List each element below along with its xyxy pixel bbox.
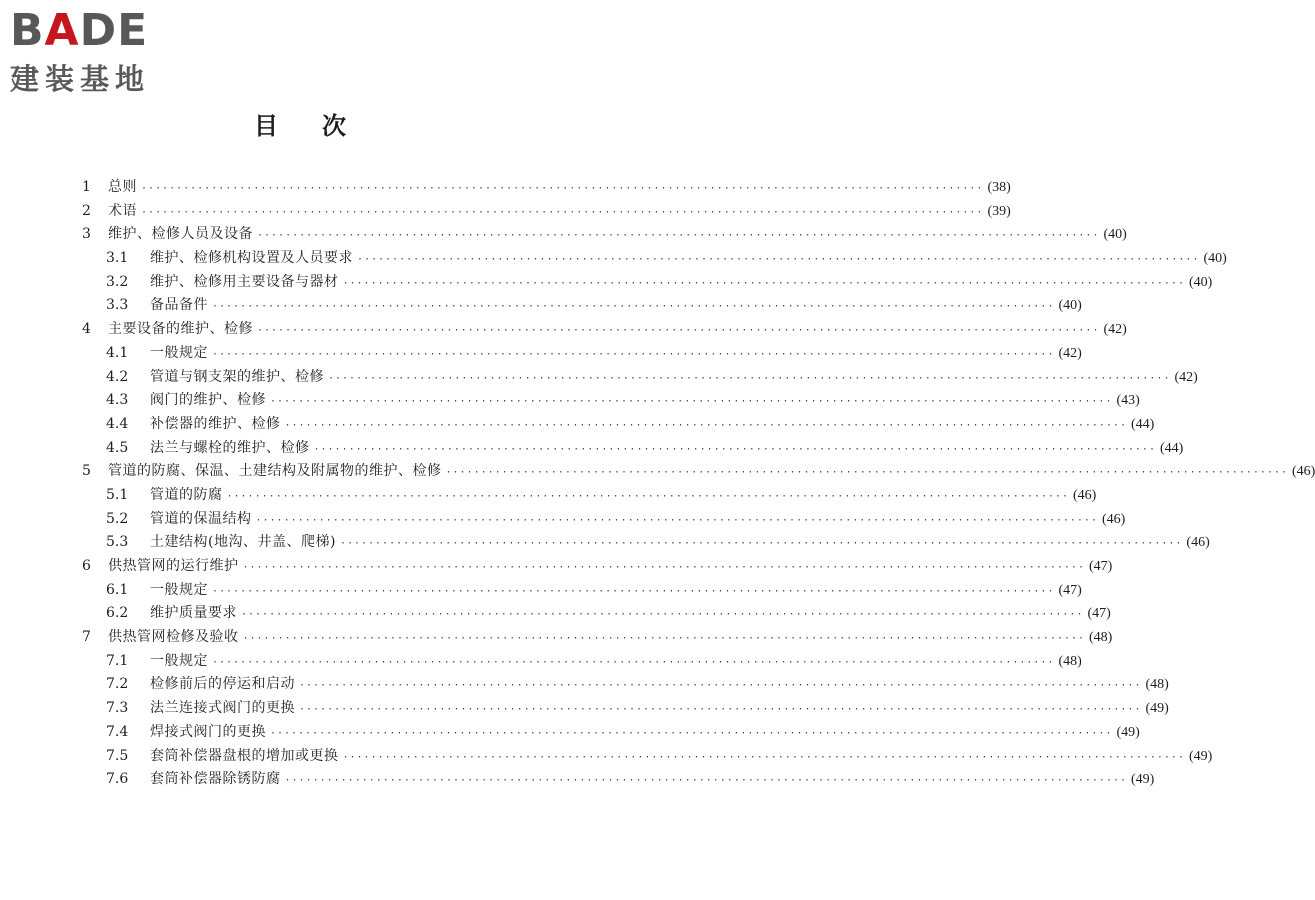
toc-section-entry bbox=[82, 508, 1126, 532]
toc-entry-title: 管道的保温结构 bbox=[150, 510, 252, 527]
toc-entry-number: 1 bbox=[82, 179, 91, 195]
toc-chapter-entry bbox=[82, 223, 1127, 247]
brand-wordmark-accent: A bbox=[44, 5, 80, 56]
dot-leader: ························································································································ bbox=[212, 348, 1055, 360]
dot-leader: ························································································································ bbox=[242, 562, 1085, 573]
toc-entry-title: 供热管网的运行维护 bbox=[108, 558, 239, 574]
toc-entry-page: (49) bbox=[1116, 724, 1140, 740]
dot-leader: ························································································································ bbox=[242, 633, 1085, 645]
toc-entry-title: 管道的防腐 bbox=[150, 486, 223, 503]
toc-entry-number: 7 bbox=[82, 629, 91, 646]
toc-entry-page: (48) bbox=[1088, 630, 1113, 646]
toc-entry-page: (38) bbox=[987, 180, 1011, 195]
toc-entry-number: 3.3 bbox=[106, 297, 129, 314]
dot-leader: ························································································································ bbox=[445, 467, 1288, 479]
dot-leader: ························································································································ bbox=[339, 538, 1183, 550]
dot-leader: ························································································································ bbox=[141, 206, 984, 218]
toc-entry-page: (48) bbox=[1145, 677, 1169, 693]
toc-section-entry bbox=[82, 602, 1111, 626]
dot-leader: ························································································································ bbox=[212, 301, 1055, 313]
toc-chapter-entry bbox=[82, 318, 1127, 342]
dot-leader: ························································································································ bbox=[270, 727, 1113, 739]
toc-entry-number: 7.4 bbox=[106, 723, 129, 740]
toc-entry-title: 套筒补偿器盘根的增加或更换 bbox=[150, 747, 339, 764]
brand-logo bbox=[10, 4, 180, 96]
toc-entry-number: 2 bbox=[82, 202, 91, 219]
toc-entry-page: (49) bbox=[1145, 701, 1169, 717]
toc-entry-page: (47) bbox=[1087, 606, 1111, 622]
dot-leader: ························································································································ bbox=[257, 230, 1100, 242]
toc-entry-title: 维护、检修机构设置及人员要求 bbox=[150, 250, 353, 267]
toc-section-entry bbox=[82, 484, 1097, 508]
toc-entry-page: (49) bbox=[1130, 772, 1155, 788]
dot-leader: ························································································································ bbox=[284, 775, 1127, 787]
dot-leader: ························································································································ bbox=[313, 443, 1156, 455]
toc-entry-title: 供热管网检修及验收 bbox=[108, 629, 239, 646]
toc-entry-title: 术语 bbox=[108, 202, 137, 219]
toc-section-entry bbox=[82, 579, 1082, 603]
toc-entry-number: 5 bbox=[82, 463, 91, 480]
toc-entry-title: 管道的防腐、保温、土建结构及附属物的维护、检修 bbox=[108, 463, 442, 480]
toc-entry-title: 维护、检修用主要设备与器材 bbox=[150, 273, 339, 290]
toc-entry-number: 4.3 bbox=[106, 392, 129, 409]
toc-entry-title: 阀门的维护、检修 bbox=[150, 392, 266, 409]
toc-entry-page: (47) bbox=[1088, 559, 1113, 574]
toc-entry-page: (46) bbox=[1101, 511, 1126, 527]
toc-entry-page: (42) bbox=[1103, 322, 1127, 338]
toc-entry-title: 焊接式阀门的更换 bbox=[150, 723, 266, 740]
toc-entry-number: 3.2 bbox=[106, 273, 129, 290]
toc-entry-number: 4 bbox=[82, 321, 91, 338]
toc-entry-number: 6.1 bbox=[106, 581, 129, 598]
toc-section-entry bbox=[82, 247, 1227, 271]
toc-entry-number: 4.5 bbox=[106, 439, 129, 456]
toc-entry-number: 5.2 bbox=[106, 510, 129, 527]
toc-chapter-entry bbox=[82, 200, 1011, 224]
toc-section-entry bbox=[82, 721, 1140, 745]
toc-entry-number: 4.4 bbox=[106, 415, 129, 432]
toc-entry-page: (49) bbox=[1188, 748, 1213, 764]
toc-entry-number: 7.1 bbox=[106, 652, 129, 669]
dot-leader: ························································································································ bbox=[141, 183, 984, 194]
dot-leader: ························································································································ bbox=[212, 656, 1055, 668]
toc-chapter-entry bbox=[82, 176, 1011, 200]
toc-section-entry bbox=[82, 650, 1082, 674]
brand-subtitle: 建装基地 bbox=[10, 62, 151, 96]
dot-leader: ························································································································ bbox=[342, 751, 1185, 763]
dot-leader: ························································································································ bbox=[299, 704, 1142, 716]
toc-entry-page: (44) bbox=[1159, 440, 1184, 456]
toc-entry-page: (48) bbox=[1058, 653, 1082, 669]
toc-section-entry bbox=[82, 768, 1155, 792]
toc-section-entry bbox=[82, 673, 1169, 697]
toc-entry-title: 检修前后的停运和启动 bbox=[150, 676, 295, 693]
toc-section-entry bbox=[82, 437, 1184, 461]
toc-section-entry bbox=[82, 531, 1210, 555]
toc-entry-title: 维护质量要求 bbox=[150, 605, 237, 622]
toc-entry-number: 7.6 bbox=[106, 771, 129, 788]
toc-entry-page: (40) bbox=[1103, 227, 1127, 243]
dot-leader: ························································································································ bbox=[284, 419, 1127, 431]
page-title: 目次 bbox=[254, 111, 390, 140]
toc-entry-title: 法兰与螺栓的维护、检修 bbox=[150, 439, 310, 456]
toc-entry-page: (39) bbox=[987, 203, 1011, 219]
toc-entry-number: 7.2 bbox=[106, 676, 129, 693]
dot-leader: ························································································································ bbox=[226, 490, 1069, 502]
toc-entry-number: 7.3 bbox=[106, 700, 129, 717]
toc-entry-title: 补偿器的维护、检修 bbox=[150, 415, 281, 432]
toc-entry-page: (46) bbox=[1186, 535, 1210, 551]
toc-chapter-entry bbox=[82, 460, 1315, 484]
toc-entry-number: 5.1 bbox=[106, 486, 129, 503]
toc-entry-number: 7.5 bbox=[106, 747, 129, 764]
toc-section-entry bbox=[82, 697, 1169, 721]
toc-chapter-entry bbox=[82, 626, 1113, 650]
toc-entry-title: 套筒补偿器除锈防腐 bbox=[150, 771, 281, 788]
dot-leader: ························································································································ bbox=[299, 680, 1142, 692]
toc-entry-page: (43) bbox=[1116, 393, 1140, 409]
toc-entry-title: 一般规定 bbox=[150, 344, 208, 361]
toc-entry-title: 维护、检修人员及设备 bbox=[108, 226, 253, 243]
dot-leader: ························································································································ bbox=[270, 396, 1113, 408]
dot-leader: ························································································································ bbox=[357, 254, 1200, 266]
toc-entry-number: 4.1 bbox=[106, 344, 129, 361]
toc-entry-title: 法兰连接式阀门的更换 bbox=[150, 700, 295, 717]
toc-entry-number: 3 bbox=[82, 226, 91, 243]
toc-entry-page: (46) bbox=[1072, 487, 1097, 503]
toc-entry-page: (47) bbox=[1058, 582, 1082, 598]
toc-entry-title: 一般规定 bbox=[150, 652, 208, 669]
toc-entry-title: 主要设备的维护、检修 bbox=[108, 321, 253, 338]
dot-leader: ························································································································ bbox=[241, 609, 1084, 621]
toc-entry-page: (40) bbox=[1203, 251, 1227, 267]
brand-wordmark-part: DE bbox=[79, 5, 149, 56]
toc-entry-page: (44) bbox=[1130, 416, 1155, 432]
toc-entry-number: 6.2 bbox=[106, 605, 129, 622]
toc-section-entry bbox=[82, 271, 1213, 295]
toc-section-entry bbox=[82, 366, 1198, 390]
dot-leader: ························································································································ bbox=[255, 514, 1098, 526]
brand-wordmark bbox=[10, 4, 180, 58]
toc-section-entry bbox=[82, 342, 1082, 366]
toc-entry-number: 6 bbox=[82, 558, 91, 574]
toc-entry-title: 备品备件 bbox=[150, 297, 208, 314]
toc-entry-page: (46) bbox=[1291, 464, 1315, 480]
dot-leader: ························································································································ bbox=[328, 372, 1171, 384]
toc-entry-page: (40) bbox=[1188, 274, 1213, 290]
dot-leader: ························································································································ bbox=[257, 325, 1100, 337]
toc-entry-number: 4.2 bbox=[106, 368, 129, 385]
toc-entry-title: 管道与钢支架的维护、检修 bbox=[150, 368, 324, 385]
table-of-contents bbox=[82, 176, 1315, 792]
toc-section-entry bbox=[82, 413, 1155, 437]
dot-leader: ························································································································ bbox=[212, 585, 1055, 597]
toc-entry-page: (40) bbox=[1058, 298, 1082, 314]
toc-section-entry bbox=[82, 389, 1140, 413]
toc-section-entry bbox=[82, 745, 1213, 769]
toc-entry-title: 总则 bbox=[108, 179, 137, 195]
brand-wordmark-part: B bbox=[10, 5, 45, 56]
toc-section-entry bbox=[82, 294, 1082, 318]
toc-entry-number: 5.3 bbox=[106, 534, 129, 551]
toc-entry-title: 一般规定 bbox=[150, 581, 208, 598]
dot-leader: ························································································································ bbox=[342, 277, 1185, 289]
toc-chapter-entry bbox=[82, 555, 1113, 579]
toc-entry-number: 3.1 bbox=[106, 250, 129, 267]
toc-entry-page: (42) bbox=[1058, 345, 1082, 361]
toc-entry-page: (42) bbox=[1174, 369, 1198, 385]
toc-entry-title: 土建结构(地沟、井盖、爬梯) bbox=[150, 534, 336, 551]
